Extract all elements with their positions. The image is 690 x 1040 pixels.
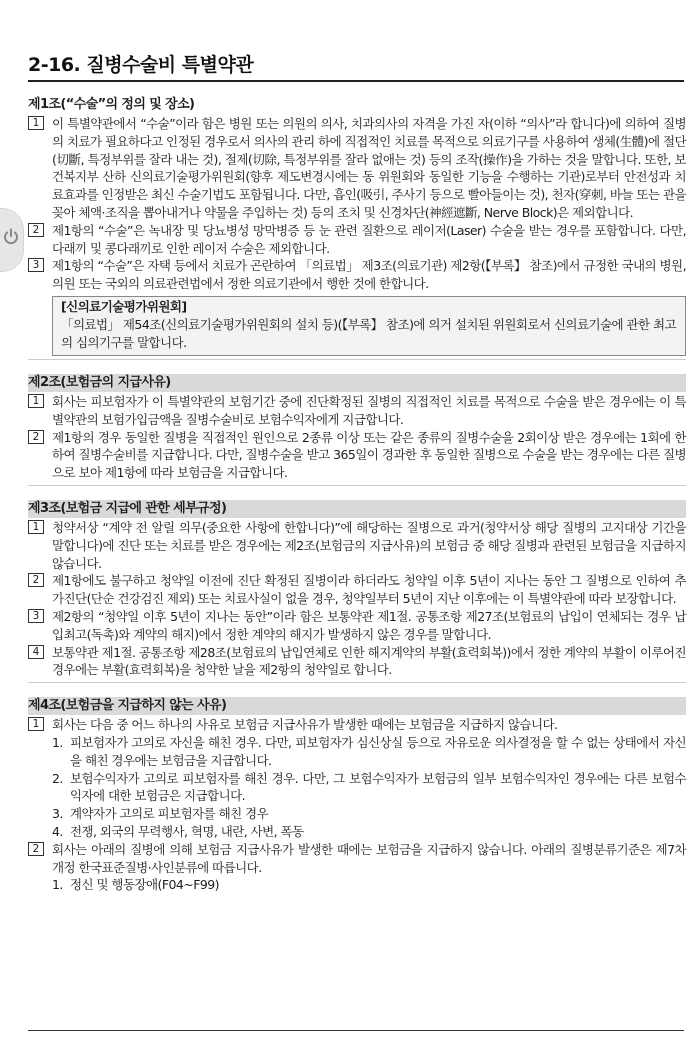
list-item-text: 피보험자가 고의로 자신을 해친 경우. 다만, 피보험자가 심신상실 등으로 자유로운 의사결정을 할 수 없는 상태에서 자신을 해친 경우에는 보험금을 지급합니다.	[70, 734, 686, 768]
note-text: 「의료법」 제54조(신의료기술평가위원회의 설치 등)(【부록】 참조)에 의거 설치된 위원회로서 신의료기술에 관한 최고의 심의기구를 말합니다.	[61, 316, 676, 350]
paragraph-text: 제2항의 “청약일 이후 5년이 지나는 동안”이라 함은 보통약관 제1절. 공통조항 제27조(보험료의 납입이 연체되는 경우 납입최고(독촉)와 계약의 해지)에서 정한 계약의 해지가 발생하지 않은 경우를 말합니다.	[52, 608, 686, 642]
definition-note-box	[52, 296, 686, 356]
paragraph-number: 2	[28, 430, 44, 444]
article-heading: 제1조(“수술”의 정의 및 장소)	[28, 97, 195, 112]
paragraph-number: 1	[28, 717, 44, 731]
paragraph-text: 제1항의 경우 동일한 질병을 직접적인 원인으로 2종류 이상 또는 같은 종류의 질병수술을 2회이상 받은 경우에는 1회에 한하여 질병수술비를 지급합니다. 다만, 질병수술을 받고 365일이 경과한 후 동일한 질병으로 수술을 받는 경우에는 다른 질병으로 보아 제1항에 따라 보험금을 지급합니다.	[52, 429, 686, 481]
paragraph-number: 4	[28, 645, 44, 659]
list-item-text: 계약자가 고의로 피보험자를 해친 경우	[70, 806, 269, 822]
paragraph-number: 2	[28, 842, 44, 856]
section-divider	[28, 359, 686, 360]
paragraph-number: 2	[28, 573, 44, 587]
paragraph-text: 청약서상 “계약 전 알릴 의무(중요한 사항에 한합니다)”에 해당하는 질병으로 과거(청약서상 해당 질병의 고지대상 기간을 말합니다)에 진단 또는 치료를 받은 경우에는 제2조(보험금의 지급사유)의 보험금 중 해당 질병과 관련된 보험금을 지급하지 않습니다.	[52, 519, 686, 571]
article-heading: 제4조(보험금을 지급하지 않는 사유)	[28, 697, 686, 715]
article-paragraph	[28, 608, 686, 644]
article-paragraph	[28, 257, 686, 293]
article-1	[28, 96, 686, 360]
list-item	[28, 734, 686, 770]
list-item-number: 1.	[52, 734, 63, 750]
paragraph-text: 회사는 다음 중 어느 하나의 사유로 보험금 지급사유가 발생한 때에는 보험금을 지급하지 않습니다.	[52, 717, 558, 733]
page-bottom-divider	[28, 1030, 684, 1031]
article-4	[28, 697, 686, 894]
document-body	[28, 96, 686, 905]
article-paragraph	[28, 572, 686, 608]
list-item-text: 보험수익자가 고의로 피보험자를 해친 경우. 다만, 그 보험수익자가 보험금의 일부 보험수익자인 경우에는 다른 보험수익자에 대한 보험금은 지급합니다.	[70, 770, 686, 804]
article-heading: 제2조(보험금의 지급사유)	[28, 374, 686, 392]
section-divider	[28, 682, 686, 683]
list-item-text: 전쟁, 외국의 무력행사, 혁명, 내란, 사변, 폭동	[70, 823, 304, 839]
paragraph-text: 제1항의 “수술”은 자택 등에서 치료가 곤란하여 「의료법」 제3조(의료기관) 제2항(【부록】 참조)에서 규정한 국내의 병원, 의원 또는 국외의 의료관련법에서 정한 의료기관에서 행한 것에 한합니다.	[52, 258, 686, 292]
paragraph-text: 제1항에도 불구하고 청약일 이전에 진단 확정된 질병이라 하더라도 청약일 이후 5년이 지나는 동안 그 질병으로 인하여 추가진단(단순 건강검진 제외) 또는 치료사실이 없을 경우, 청약일부터 5년이 지난 이후에는 이 특별약관에 따라 보장합니다.	[52, 573, 686, 607]
paragraph-text: 회사는 피보험자가 이 특별약관의 보험기간 중에 진단확정된 질병의 직접적인 치료를 목적으로 수술을 받은 경우에는 이 특별약관의 보험가입금액을 질병수술비로 보험수익자에게 지급합니다.	[52, 393, 686, 427]
list-item-number: 1.	[52, 877, 63, 893]
article-paragraph	[28, 716, 686, 734]
note-heading: [신의료기술평가위원회]	[61, 298, 187, 314]
article-paragraph	[28, 519, 686, 572]
power-icon	[3, 228, 19, 246]
list-item-number: 4.	[52, 823, 63, 839]
section-divider	[28, 485, 686, 486]
article-paragraph	[28, 222, 686, 258]
paragraph-text: 회사는 아래의 질병에 의해 보험금 지급사유가 발생한 때에는 보험금을 지급하지 않습니다. 아래의 질병분류기준은 제7차 개정 한국표준질병·사인분류에 따릅니다.	[52, 841, 686, 875]
list-item	[28, 876, 686, 894]
paragraph-number: 3	[28, 609, 44, 623]
paragraph-number: 1	[28, 394, 44, 408]
article-paragraph	[28, 393, 686, 429]
paragraph-text: 보통약관 제1절. 공통조항 제28조(보험료의 납입연체로 인한 해지계약의 부활(효력회복))에서 정한 계약의 부활이 이루어진 경우에는 부활(효력회복)을 청약한 날을 제2항의 청약일로 합니다.	[52, 644, 686, 678]
article-paragraph	[28, 115, 686, 222]
article-paragraph	[28, 644, 686, 680]
list-item-text: 정신 및 행동장애(F04~F99)	[70, 877, 219, 893]
paragraph-number: 2	[28, 223, 44, 237]
article-paragraph	[28, 429, 686, 482]
list-item-number: 2.	[52, 770, 63, 786]
article-paragraph	[28, 841, 686, 877]
paragraph-text: 제1항의 “수술”은 녹내장 및 당뇨병성 망막병증 등 눈 관련 질환으로 레이저(Laser) 수술을 받는 경우를 포함합니다. 다만, 다래끼 및 콩다래끼로 인한 레이저 수술은 제외합니다.	[52, 222, 686, 256]
article-heading: 제3조(보험금 지급에 관한 세부규정)	[28, 500, 686, 518]
list-item	[28, 805, 686, 823]
list-item-number: 3.	[52, 806, 63, 822]
paragraph-text: 이 특별약관에서 “수술”이라 함은 병원 또는 의원의 의사, 치과의사의 자격을 가진 자(이하 “의사”라 합니다)에 의하여 질병의 치료가 필요하다고 인정된 경우로서 의사의 관리 하에 직접적인 치료를 목적으로 의료기구를 사용하여 생체(生體)에 절단(切斷, 특정부위를 잘라 내는 것), 절제(切除, 특정부위를 잘라 없애는 것) 등의 조작(操作)을 가하는 것을 말합니다. 또한, 보건복지부 산하 신의료기술평가위원회(향후 제도변경시에는 동 위원회와 동일한 기능을 수행하는 기관)로부터 안전성과 치료효과를 인정받은 최신 수술기법도 포함됩니다. 다만, 흡인(吸引, 주사기 등으로 빨아들이는 것), 천자(穿刺, 바늘 또는 관을 꽂아 체액·조직을 뽑아내거나 약물을 주입하는 것) 등의 조치 및 신경차단(神經遮斷, Nerve Block)은 제외합니다.	[52, 116, 686, 220]
list-item	[28, 823, 686, 841]
article-2	[28, 374, 686, 486]
side-power-button[interactable]	[0, 208, 24, 272]
title-divider	[28, 80, 684, 82]
paragraph-number: 1	[28, 520, 44, 534]
list-item	[28, 770, 686, 806]
paragraph-number: 1	[28, 116, 44, 130]
page-title: 2-16. 질병수술비 특별약관	[28, 54, 254, 76]
article-3	[28, 500, 686, 683]
paragraph-number: 3	[28, 258, 44, 272]
